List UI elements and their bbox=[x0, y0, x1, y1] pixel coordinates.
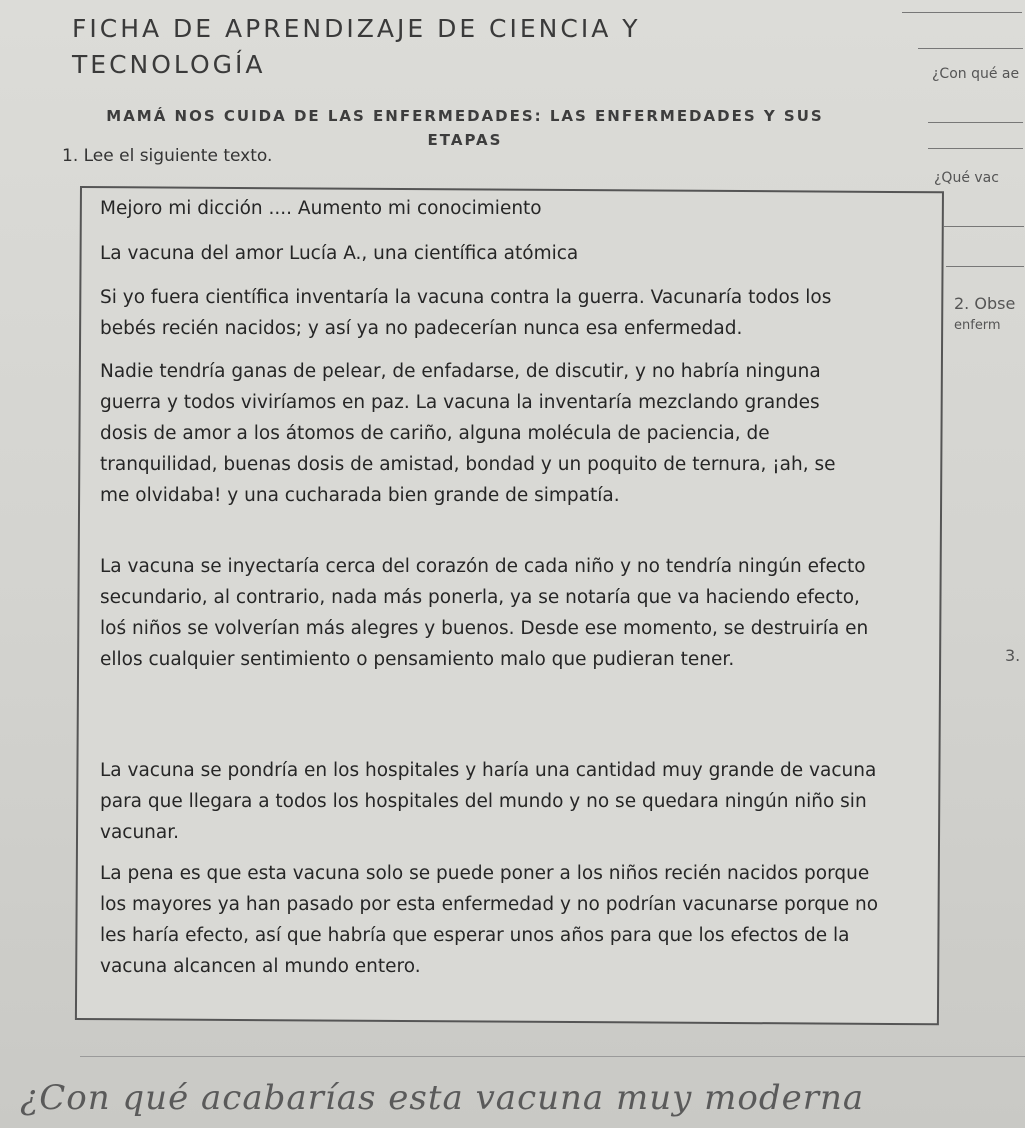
answer-line bbox=[928, 122, 1023, 123]
side-question-3: 2. Obse bbox=[954, 294, 1016, 313]
answer-line bbox=[902, 12, 1022, 13]
reading-paragraph-4: La vacuna se pondría en los hospitales y haría una cantidad muy grande de vacuna para que llegara a todos los hospitales del mundo y no se quedara ningún niño sin vacunar. bbox=[100, 760, 877, 843]
reading-paragraph-2: Nadie tendría ganas de pelear, de enfadarse, de discutir, y no habría ninguna guerra y todos viviríamos en paz. La vacuna la inventaría mezclando grandes dosis de amor a los átomos de cariño, alguna molécula de paciencia, de tranquilidad, buenas dosis de amistad, bondad y un poquito de ternura, ¡ah, se me olvidaba! y una cucharada bien grande de simpatía. bbox=[100, 361, 836, 506]
worksheet-subtitle bbox=[100, 104, 830, 152]
side-question-3b: enferm bbox=[954, 318, 1001, 333]
side-question-2: ¿Qué vac bbox=[934, 170, 999, 186]
answer-line bbox=[946, 266, 1024, 267]
subtitle-line1: MAMÁ NOS CUIDA DE LAS ENFERMEDADES: LAS ENFERMEDADES Y SUS bbox=[106, 107, 824, 125]
instruction-1: 1. Lee el siguiente texto. bbox=[62, 146, 273, 166]
handwritten-answer: ¿Con qué acabarías esta vacuna muy moderna bbox=[20, 1078, 865, 1118]
subtitle-line2: ETAPAS bbox=[427, 131, 503, 149]
reading-paragraph-1: Si yo fuera científica inventaría la vacuna contra la guerra. Vacunaría todos los bebés recién nacidos; y así ya no padecerían nunca esa enfermedad. bbox=[100, 287, 832, 339]
answer-line bbox=[928, 148, 1023, 149]
worksheet-title-line2: TECNOLOGÍA bbox=[72, 50, 266, 79]
reading-heading-line1: Mejoro mi dicción .... Aumento mi conocimiento bbox=[100, 198, 542, 219]
answer-line bbox=[944, 226, 1024, 227]
side-question-1: ¿Con qué ae bbox=[932, 66, 1020, 82]
reading-paragraph-3: La vacuna se inyectaría cerca del corazón de cada niño y no tendría ningún efecto secundario, al contrario, nada más ponerla, ya se notaría que va haciendo efecto, loś niños se volverían más alegres y buenos. Desde ese momento, se destruiría en ellos cualquier sentimiento o pensamiento malo que pudieran tener. bbox=[100, 556, 869, 670]
worksheet-title-line1: FICHA DE APRENDIZAJE DE CIENCIA Y bbox=[72, 14, 641, 43]
answer-line bbox=[80, 1056, 1025, 1057]
side-question-4: 3. bbox=[1005, 646, 1021, 665]
reading-paragraph-5: La pena es que esta vacuna solo se puede poner a los niños recién nacidos porque los mayores ya han pasado por esta enfermedad y no podrían vacunarse porque no les haría efecto, así que habría que esperar unos años para que los efectos de la vacuna alcancen al mundo entero. bbox=[100, 863, 879, 977]
reading-heading-line2: La vacuna del amor Lucía A., una científica atómica bbox=[100, 243, 579, 264]
answer-line bbox=[918, 48, 1023, 49]
